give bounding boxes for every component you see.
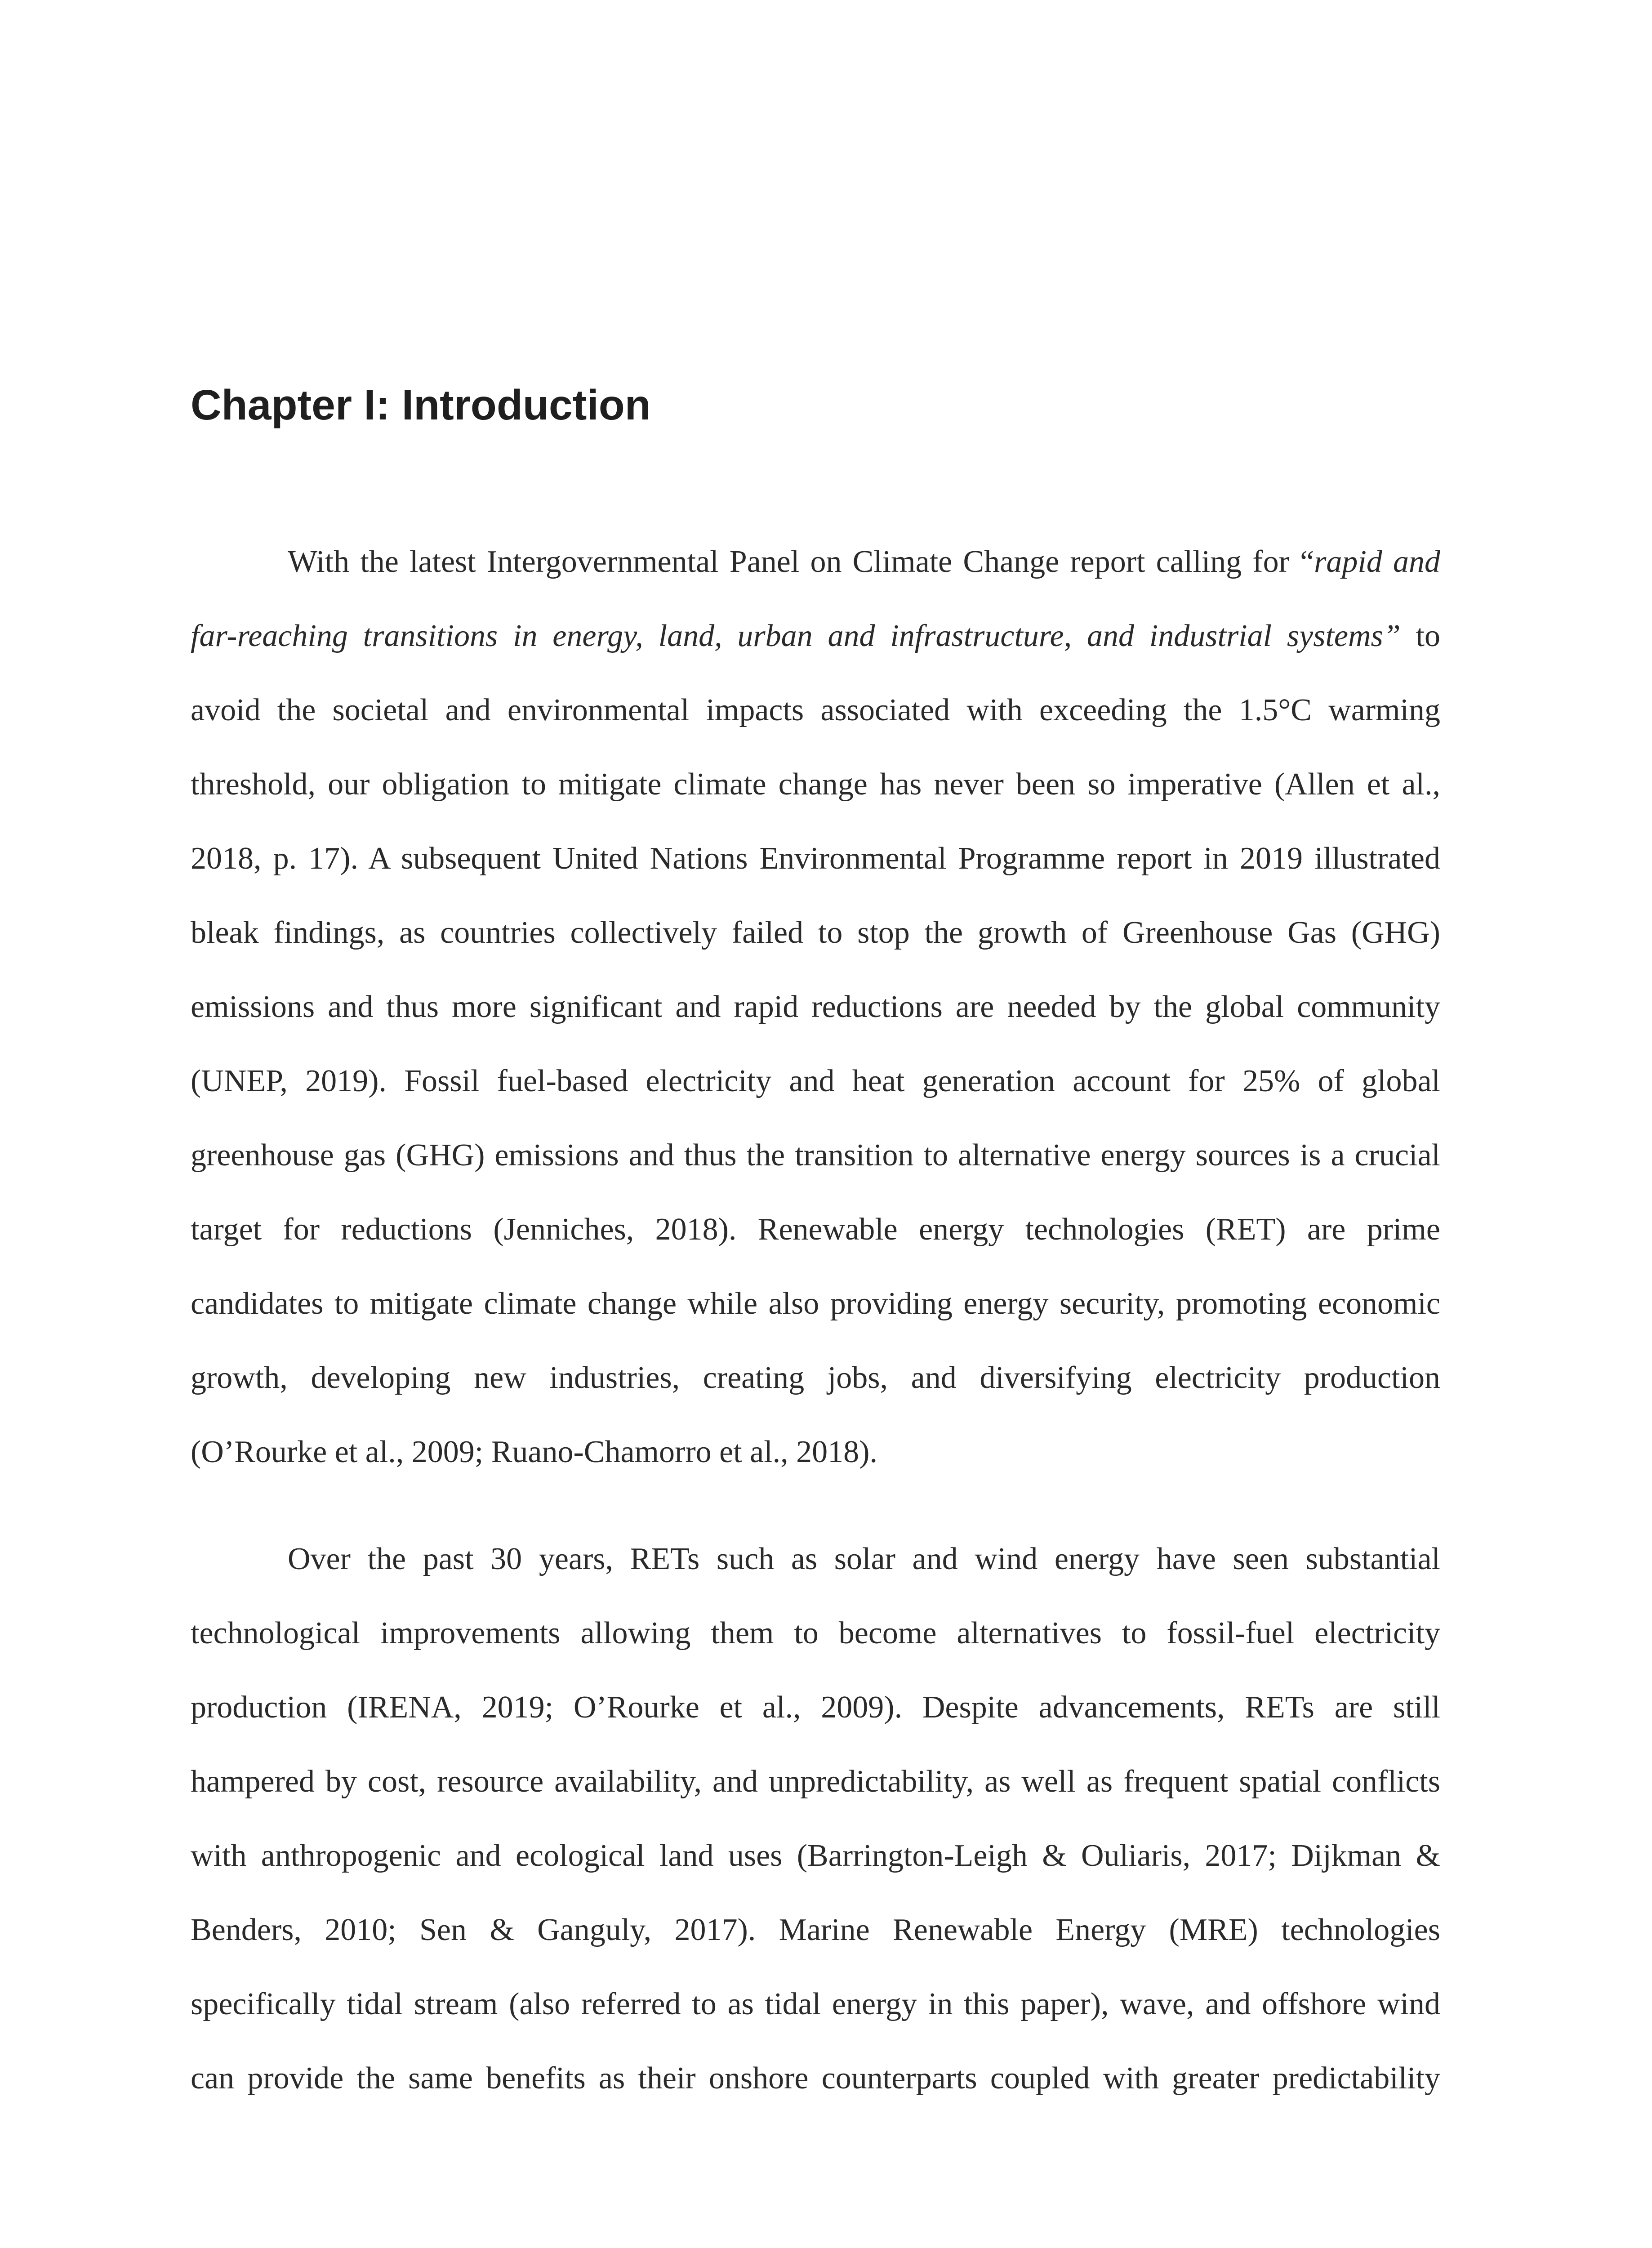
paragraph-1-line-11: candidates to mitigate climate change while also providing energy security, promoting economic	[191, 1286, 1440, 1321]
paragraph-2-line-5: with anthropogenic and ecological land uses (Barrington-Leigh & Ouliaris, 2017; Dijkman &	[191, 1838, 1440, 1873]
paragraph-1-line-1-text: With the latest Intergovernmental Panel on Climate Change report calling for “	[288, 544, 1314, 579]
paragraph-1-line-1-italic: rapid and	[1314, 544, 1440, 579]
paragraph-2-line-7: specifically tidal stream (also referred to as tidal energy in this paper), wave, and offshore wind	[191, 1987, 1440, 2021]
paragraph-2-line-2: technological improvements allowing them to become alternatives to fossil-fuel electricity	[191, 1616, 1440, 1650]
paragraph-1-line-2-text: to	[1400, 619, 1441, 653]
paragraph-1-line-7: emissions and thus more significant and rapid reductions are needed by the global community	[191, 990, 1440, 1024]
paragraph-1-line-1	[288, 540, 1440, 584]
paragraph-1-line-2	[191, 614, 1440, 659]
paragraph-1-line-3: avoid the societal and environmental impacts associated with exceeding the 1.5°C warming	[191, 693, 1440, 727]
paragraph-1-line-5: 2018, p. 17). A subsequent United Nations Environmental Programme report in 2019 illustrated	[191, 841, 1440, 876]
paragraph-1-line-12: growth, developing new industries, creating jobs, and diversifying electricity production	[191, 1360, 1440, 1395]
paragraph-1-line-4: threshold, our obligation to mitigate climate change has never been so imperative (Allen et al.,	[191, 767, 1440, 802]
paragraph-1-line-9: greenhouse gas (GHG) emissions and thus the transition to alternative energy sources is a crucial	[191, 1138, 1440, 1173]
paragraph-2-line-8: can provide the same benefits as their onshore counterparts coupled with greater predictability	[191, 2061, 1440, 2096]
chapter-title: Chapter I: Introduction	[191, 381, 651, 429]
paragraph-1-line-10: target for reductions (Jenniches, 2018). Renewable energy technologies (RET) are prime	[191, 1212, 1440, 1247]
paragraph-1-line-2-italic: far-reaching transitions in energy, land, urban and infrastructure, and industrial systems”	[191, 619, 1401, 653]
paragraph-1-line-6: bleak findings, as countries collectively failed to stop the growth of Greenhouse Gas (GHG)	[191, 915, 1440, 950]
paragraph-1-line-8: (UNEP, 2019). Fossil fuel-based electricity and heat generation account for 25% of global	[191, 1064, 1440, 1098]
paragraph-1-line-13: (O’Rourke et al., 2009; Ruano-Chamorro et al., 2018).	[191, 1435, 877, 1469]
paragraph-2-line-6: Benders, 2010; Sen & Ganguly, 2017). Marine Renewable Energy (MRE) technologies	[191, 1913, 1440, 1947]
paragraph-2-line-4: hampered by cost, resource availability, and unpredictability, as well as frequent spatial conflicts	[191, 1764, 1440, 1799]
paragraph-2-line-3: production (IRENA, 2019; O’Rourke et al., 2009). Despite advancements, RETs are still	[191, 1690, 1440, 1725]
paragraph-2-line-1: Over the past 30 years, RETs such as solar and wind energy have seen substantial	[288, 1542, 1440, 1576]
